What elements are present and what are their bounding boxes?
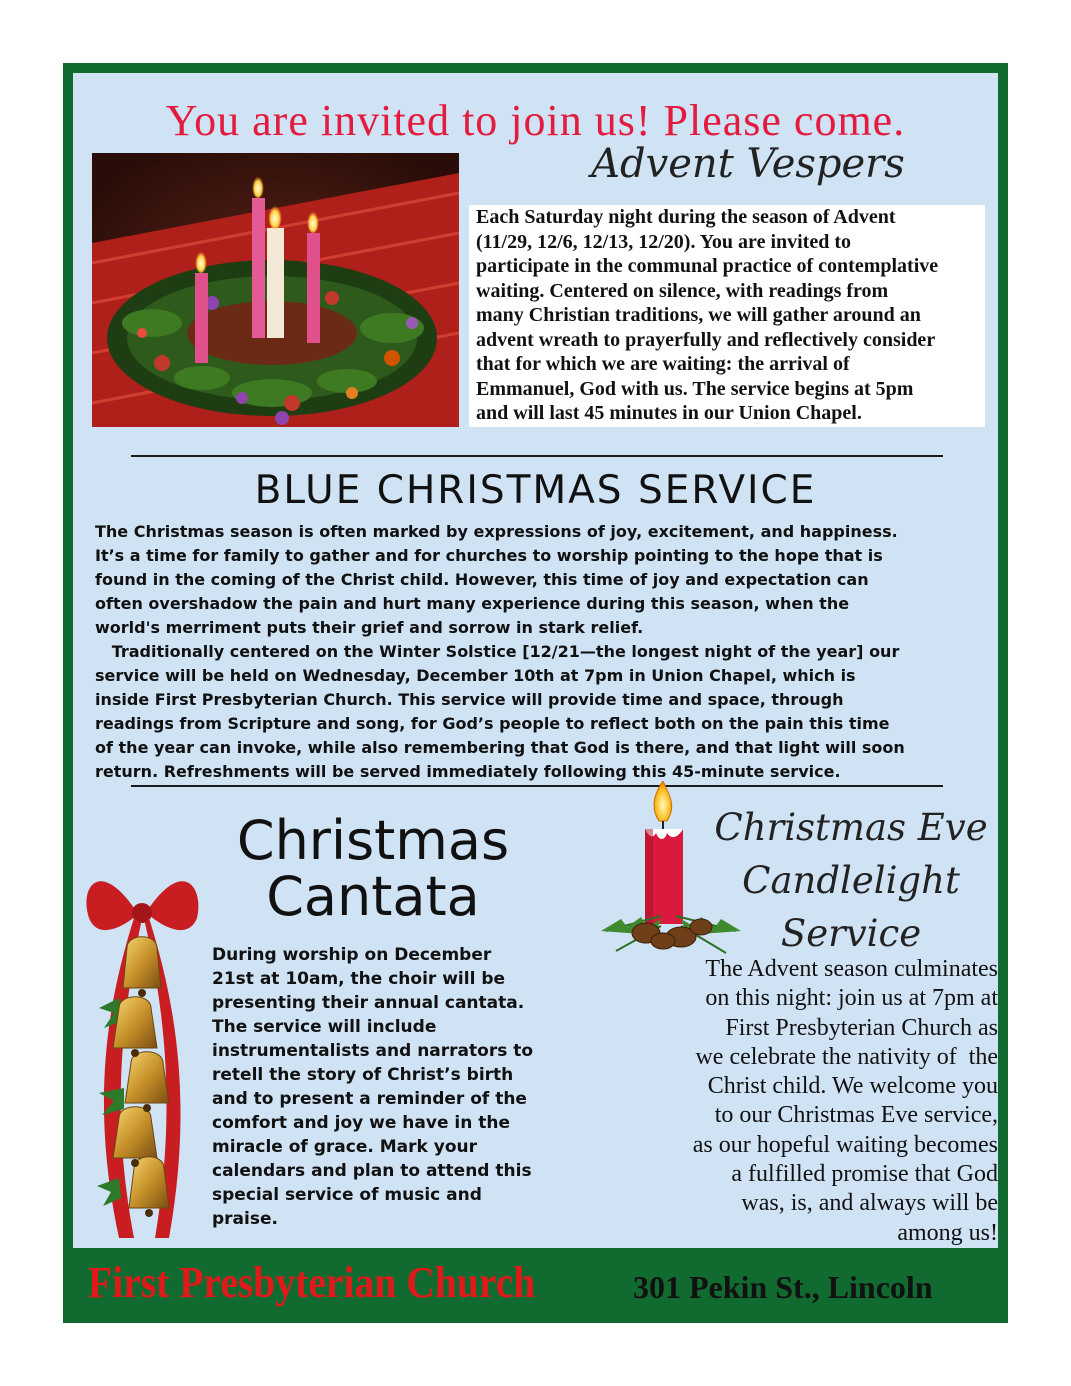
blue-christmas-line: of the year can invoke, while also remembering that God is there, and that light will soon — [95, 738, 905, 757]
christmas-cantata-title — [193, 809, 553, 928]
vespers-line: many Christian traditions, we will gather around an — [476, 304, 921, 326]
cantata-line: special service of music and — [212, 1185, 482, 1205]
advent-vespers-description — [469, 205, 985, 427]
eve-line: First Presbyterian Church as — [725, 1014, 998, 1041]
cantata-line: miracle of grace. Mark your — [212, 1137, 477, 1157]
vespers-line: (11/29, 12/6, 12/13, 12/20). You are invited to — [476, 230, 851, 253]
christmas-cantata-description — [212, 943, 602, 1231]
vespers-line: advent wreath to prayerfully and reflectively consider — [476, 328, 936, 351]
christmas-bells-illustration — [79, 848, 209, 1248]
cantata-line: instrumentalists and narrators to — [212, 1041, 534, 1061]
eve-line: a fulfilled promise that God — [731, 1161, 998, 1188]
vespers-line: that for which we are waiting: the arrival of — [476, 353, 850, 375]
blue-christmas-line: service will be held on Wednesday, December 10th at 7pm in Union Chapel, which is — [95, 666, 856, 685]
church-address: 301 Pekin St., Lincoln — [633, 1269, 933, 1305]
blue-christmas-title: BLUE CHRISTMAS SERVICE — [254, 468, 817, 513]
advent-wreath-image — [92, 153, 459, 427]
invite-heading: You are invited to join us! Please come. — [165, 96, 906, 145]
cantata-line: calendars and plan to attend this — [212, 1161, 532, 1181]
cantata-line: 21st at 10am, the choir will be — [212, 969, 506, 989]
section-divider — [131, 785, 943, 787]
eve-line: among us! — [897, 1219, 998, 1246]
christmas-eve-title — [701, 801, 1001, 960]
blue-christmas-line: world's merriment puts their grief and sorrow in stark relief. — [95, 618, 644, 637]
eve-title-line: Candlelight — [742, 859, 960, 902]
blue-christmas-line: return. Refreshments will be served immediately following this 45-minute service. — [95, 762, 841, 781]
flyer-panel — [73, 73, 998, 1248]
eve-line: The Advent season culminates — [705, 956, 998, 982]
blue-christmas-line: found in the coming of the Christ child. However, this time of joy and expectation can — [95, 570, 869, 589]
christmas-eve-description — [603, 955, 998, 1248]
blue-christmas-line: Traditionally centered on the Winter Solstice [12/21—the longest night of the year] our — [95, 642, 900, 661]
section-divider — [131, 455, 943, 457]
cantata-line: presenting their annual cantata. — [212, 993, 525, 1013]
cantata-line: retell the story of Christ’s birth — [212, 1065, 514, 1085]
advent-vespers-title: Advent Vespers — [591, 141, 905, 187]
eve-line: we celebrate the nativity of the — [695, 1043, 998, 1070]
vespers-line: Emmanuel, God with us. The service begins at 5pm — [476, 377, 914, 400]
vespers-line: Each Saturday night during the season of Advent — [476, 206, 896, 228]
blue-christmas-line: The Christmas season is often marked by expressions of joy, excitement, and happiness. — [95, 522, 898, 541]
cantata-line: praise. — [212, 1209, 278, 1229]
cantata-line: and to present a reminder of the — [212, 1089, 527, 1109]
blue-christmas-line: often overshadow the pain and hurt many experience during this season, when the — [95, 594, 850, 613]
advent-wreath-photo — [92, 153, 459, 427]
flyer-frame — [63, 63, 1008, 1323]
eve-line: was, is, and always will be — [741, 1190, 998, 1217]
vespers-line: waiting. Centered on silence, with readings from — [476, 279, 889, 302]
eve-line: Christ child. We welcome you — [707, 1073, 998, 1100]
vespers-line: participate in the communal practice of contemplative — [476, 255, 939, 277]
cantata-line: The service will include — [212, 1017, 437, 1037]
blue-christmas-line: inside First Presbyterian Church. This service will provide time and space, through — [95, 690, 844, 709]
cantata-line: During worship on December — [212, 945, 492, 965]
blue-christmas-description — [95, 520, 995, 784]
eve-line: to our Christmas Eve service, — [714, 1102, 998, 1129]
eve-title-line: Christmas Eve — [714, 806, 988, 849]
blue-christmas-line: It’s a time for family to gather and for churches to worship pointing to the hope that is — [95, 546, 883, 565]
cantata-title-line: Christmas — [236, 809, 510, 872]
church-name: First Presbyterian Church — [88, 1258, 536, 1307]
eve-title-line: Service — [780, 912, 922, 955]
blue-christmas-line: readings from Scripture and song, for God’s people to reflect both on the pain this time — [95, 714, 890, 733]
cantata-line: comfort and joy we have in the — [212, 1113, 511, 1133]
eve-line: as our hopeful waiting becomes — [692, 1131, 998, 1158]
cantata-title-line: Cantata — [266, 865, 480, 928]
bells-icon — [79, 848, 209, 1248]
eve-line: on this night: join us at 7pm at — [705, 985, 998, 1012]
vespers-line: and will last 45 minutes in our Union Chapel. — [476, 402, 862, 424]
